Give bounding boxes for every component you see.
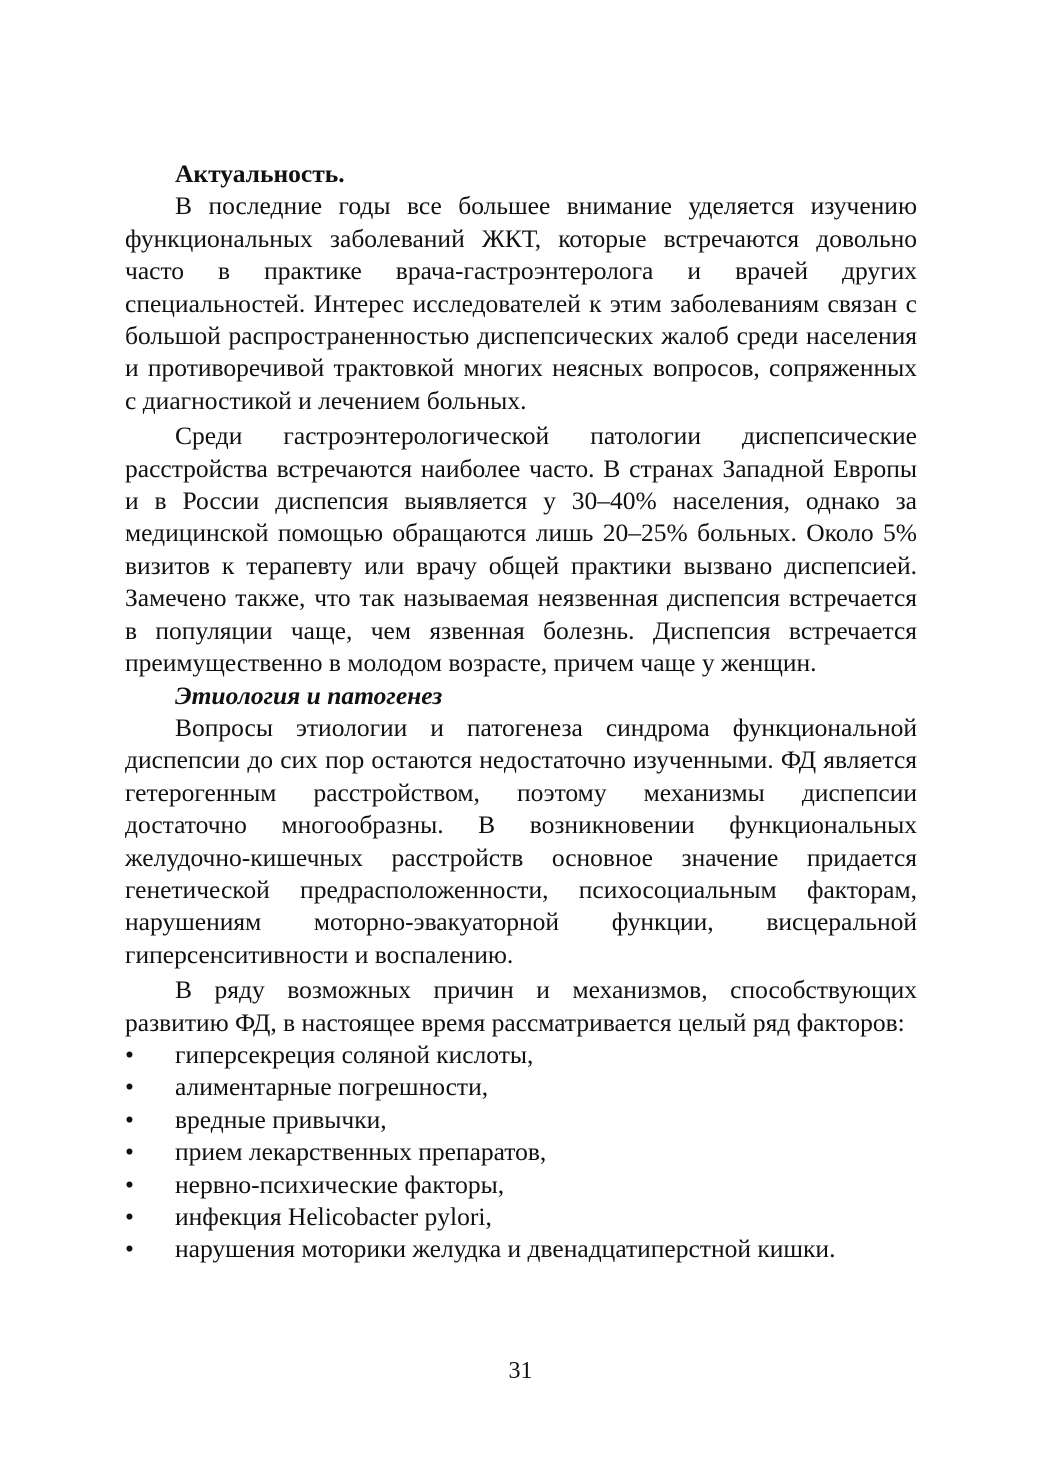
paragraph: В ряду возможных причин и механизмов, способствующих развитию ФД, в настоящее время рассматривается целый ряд факторов:: [125, 975, 917, 1037]
list-item: [125, 1039, 917, 1071]
list-item-text: прием лекарственных препаратов,: [175, 1137, 547, 1167]
list-item-text: вредные привычки,: [175, 1104, 387, 1134]
list-item: [125, 1233, 917, 1265]
page-number: 31: [508, 1358, 533, 1384]
paragraph: В последние годы все большее внимание уделяется изучению функциональных заболеваний ЖКТ, которые встречаются довольно часто в практике врача-гастроэнтеролога и врачей других специальностей. Интерес исследователей к этим заболеваниям связан с большой распространенностью диспепсических жалоб среди населения и противоречивой трактовкой многих неясных вопросов, сопряженных с диагностикой и лечением больных.: [125, 191, 917, 415]
list-item: [125, 1104, 917, 1136]
factors-list: [125, 1039, 917, 1266]
paragraph: Вопросы этиологии и патогенеза синдрома функциональной диспепсии до сих пор остаются недостаточно изученными. ФД является гетерогенным расстройством, поэтому механизмы диспепсии достаточно многообразны. В возникновении функциональных желудочно-кишечных расстройств основное значение придается генетической предрасположенности, психосоциальным факторам, нарушениям моторно-эвакуаторной функции, висцеральной гиперсенситивности и воспалению.: [125, 712, 917, 969]
bullet-icon: •: [125, 1169, 134, 1199]
list-item: [125, 1169, 917, 1201]
list-item: [125, 1136, 917, 1168]
section-heading-relevance: Актуальность.: [175, 159, 345, 188]
list-item-text: гиперсекреция соляной кислоты,: [175, 1039, 534, 1069]
list-item: [125, 1071, 917, 1103]
paragraph: Среди гастроэнтерологической патологии диспепсические расстройства встречаются наиболее часто. В странах Западной Европы и в России диспепсия выявляется у 30–40% населения, однако за медицинской помощью обращаются лишь 20–25% больных. Около 5% визитов к терапевту или врачу общей практики вызвано диспепсией. Замечено также, что так называемая неязвенная диспепсия встречается в популяции чаще, чем язвенная болезнь. Диспепсия встречается преимущественно в молодом возрасте, причем чаще у женщин.: [125, 421, 917, 678]
list-item-text: алиментарные погрешности,: [175, 1072, 489, 1102]
bullet-icon: •: [125, 1072, 134, 1102]
list-item-text: нарушения моторики желудка и двенадцатиперстной кишки.: [175, 1234, 836, 1264]
page-content: [125, 158, 917, 1266]
section-heading-etiology: Этиология и патогенез: [175, 680, 443, 710]
list-item: [125, 1201, 917, 1233]
list-item-text: инфекция Helicobacter pylori,: [175, 1202, 492, 1231]
bullet-icon: •: [125, 1202, 134, 1231]
bullet-icon: •: [125, 1137, 134, 1167]
bullet-icon: •: [125, 1104, 134, 1134]
bullet-icon: •: [125, 1234, 134, 1264]
bullet-icon: •: [125, 1039, 134, 1069]
list-item-text: нервно-психические факторы,: [175, 1169, 505, 1199]
